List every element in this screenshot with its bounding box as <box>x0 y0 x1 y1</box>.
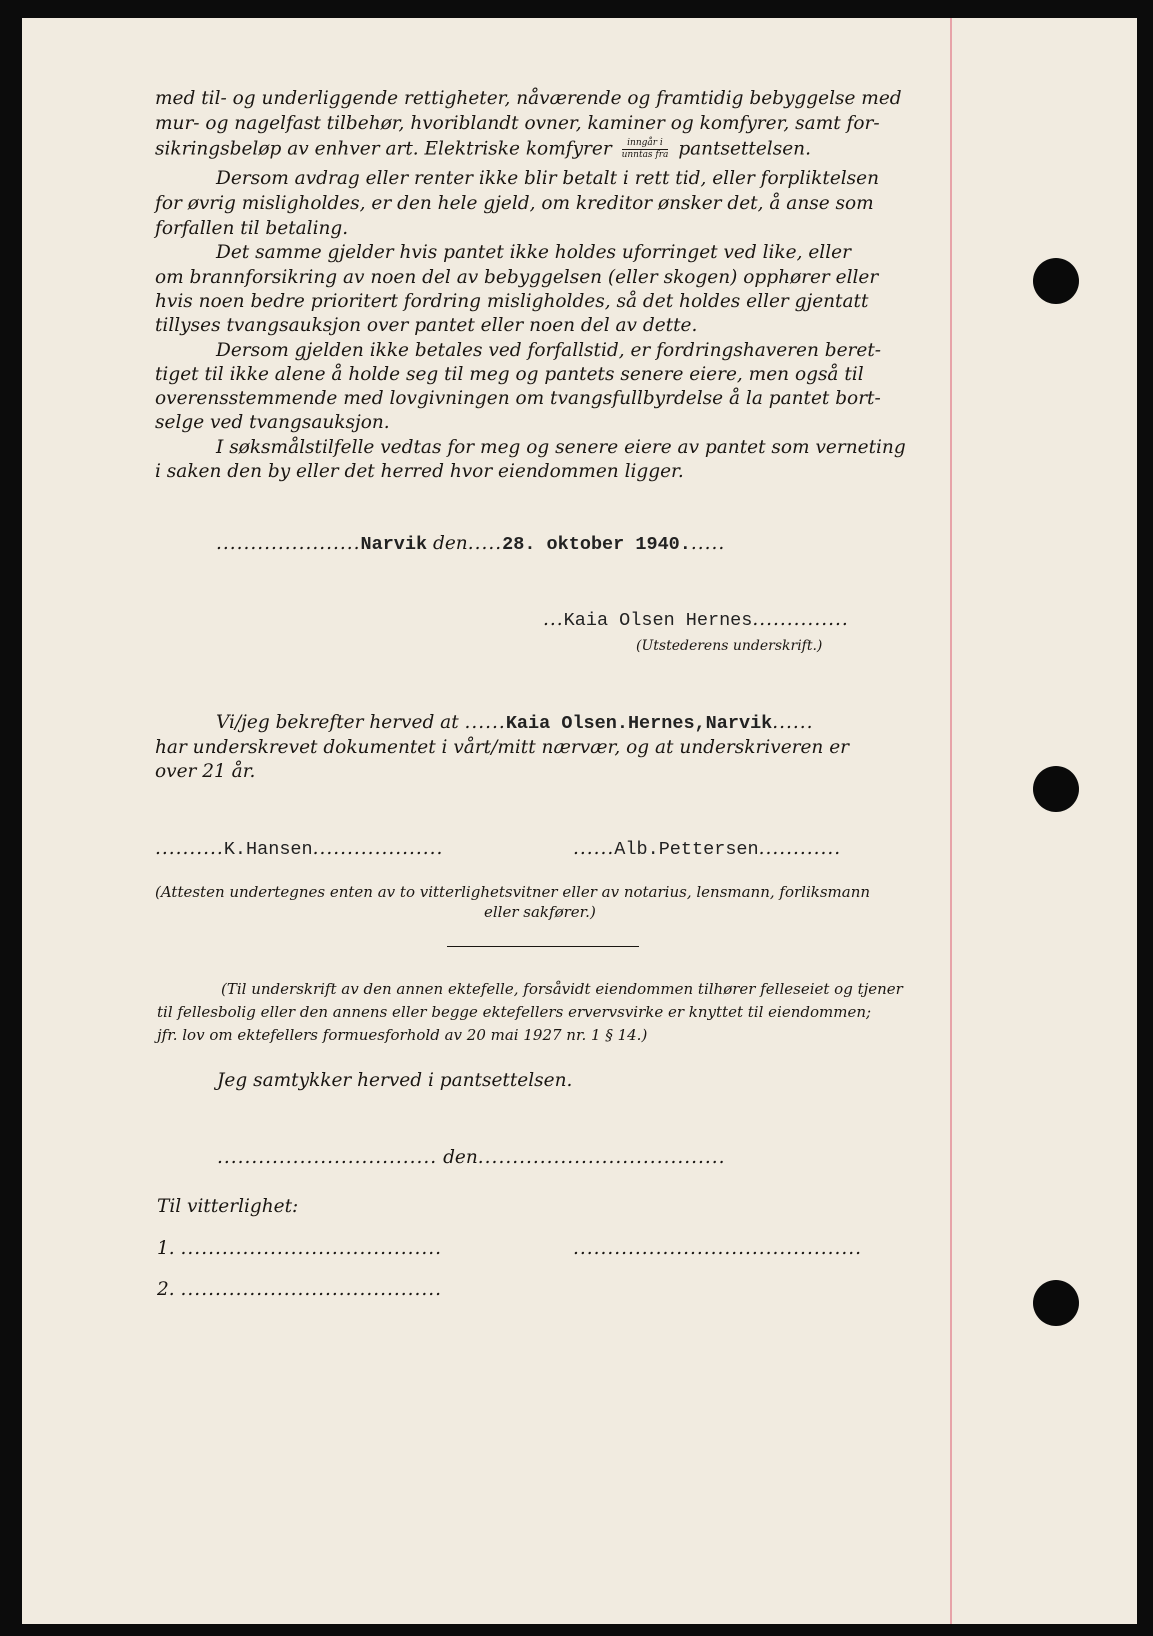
certification-line: over 21 år. <box>155 761 256 782</box>
witness-line-1: 1. ...................................... <box>157 1238 443 1259</box>
certification-line: har underskrevet dokumentet i vårt/mitt nærvær, og at underskriveren er <box>155 737 850 758</box>
spouse-note: (Til underskrift av den annen ektefelle, forsåvidt eiendommen tilhører felleseiet og tjener <box>221 980 903 998</box>
paragraph-line: hvis noen bedre prioritert fordring misligholdes, så det holdes eller gjentatt <box>155 291 869 312</box>
paragraph-line: tiget til ikke alene å holde seg til meg og pantets senere eiere, men også til <box>155 364 864 385</box>
paragraph-line: Dersom avdrag eller renter ikke blir betalt i rett tid, eller forpliktelsen <box>216 168 880 189</box>
issuer-name: Kaia Olsen Hernes <box>563 610 753 631</box>
witness-2-name: Alb.Pettersen <box>614 839 759 860</box>
punch-hole <box>1033 1280 1079 1326</box>
inclusion-fraction <box>622 138 669 161</box>
place-date-line: .....................Narvik den.....28. oktober 1940...... <box>216 533 726 555</box>
consent-date-line: ................................ den.................................... <box>217 1147 726 1168</box>
paragraph-line: Dersom gjelden ikke betales ved forfallstid, er fordringshaveren beret- <box>216 340 882 361</box>
witness-signature-1: ..........K.Hansen................... <box>155 838 444 860</box>
witness-note: (Attesten undertegnes enten av to vitterlighetsvitner eller av notarius, lensmann, forliksmann <box>155 883 871 901</box>
certification-prefix: Vi/jeg bekrefter herved at <box>216 712 459 733</box>
issuer-caption: (Utstederens underskrift.) <box>636 638 823 654</box>
witness-1-name: K.Hansen <box>223 839 313 860</box>
spouse-note: til fellesbolig eller den annens eller begge ektefellers ervervsvirke er knyttet til eiendommen; <box>157 1003 872 1021</box>
section-divider <box>447 946 639 947</box>
den-label: den <box>443 1147 478 1168</box>
paragraph-line <box>155 138 811 161</box>
witness-number: 2. <box>157 1279 175 1300</box>
paragraph-line: tillyses tvangsauksjon over pantet eller noen del av dette. <box>155 315 698 336</box>
paragraph-line: for øvrig misligholdes, er den hele gjeld, om kreditor ønsker det, å anse som <box>155 193 874 214</box>
date-field: 28. oktober 1940. <box>502 534 691 555</box>
witness-number: 1. <box>157 1238 175 1259</box>
fraction-top: inngår i <box>622 138 669 150</box>
paragraph-text: pantsettelsen. <box>678 138 811 160</box>
paragraph-text: sikringsbeløp av enhver art. Elektriske komfyrer <box>155 138 612 160</box>
paragraph-line: Det samme gjelder hvis pantet ikke holdes uforringet ved like, eller <box>216 242 851 263</box>
margin-line <box>950 18 952 1624</box>
witness-signature-2: ......Alb.Pettersen............ <box>573 838 842 860</box>
witness-line-2: 2. ...................................... <box>157 1279 443 1300</box>
den-label: den <box>433 533 468 554</box>
witness-heading: Til vitterlighet: <box>157 1196 299 1217</box>
paragraph-line: om brannforsikring av noen del av bebyggelsen (eller skogen) opphører eller <box>155 267 879 288</box>
paragraph-line: I søksmålstilfelle vedtas for meg og senere eiere av pantet som verneting <box>216 437 906 458</box>
consent-statement: Jeg samtykker herved i pantsettelsen. <box>217 1070 573 1091</box>
paragraph-line: overensstemmende med lovgivningen om tvangsfullbyrdelse å la pantet bort- <box>155 388 881 409</box>
witness-note: eller sakfører.) <box>484 903 596 921</box>
punch-hole <box>1033 766 1079 812</box>
certified-name: Kaia Olsen.Hernes,Narvik <box>505 713 773 734</box>
punch-hole <box>1033 258 1079 304</box>
paragraph-line: med til- og underliggende rettigheter, nåværende og framtidig bebyggelse med <box>155 88 902 109</box>
fraction-bottom: unntas fra <box>621 150 669 160</box>
spouse-note: jfr. lov om ektefellers formuesforhold av 20 mai 1927 nr. 1 § 14.) <box>157 1026 648 1044</box>
place-field: Narvik <box>360 534 428 555</box>
witness-line-1b: .......................................... <box>573 1238 862 1259</box>
paragraph-line: selge ved tvangsauksjon. <box>155 412 390 433</box>
paragraph-line: i saken den by eller det herred hvor eiendommen ligger. <box>155 461 684 482</box>
paragraph-line: mur- og nagelfast tilbehør, hvoriblandt ovner, kaminer og komfyrer, samt for- <box>155 113 880 134</box>
paragraph-line: forfallen til betaling. <box>155 218 349 239</box>
certification-line: Vi/jeg bekrefter herved at ......Kaia Olsen.Hernes,Narvik...... <box>216 712 814 734</box>
issuer-signature-line: ...Kaia Olsen Hernes.............. <box>543 609 849 631</box>
